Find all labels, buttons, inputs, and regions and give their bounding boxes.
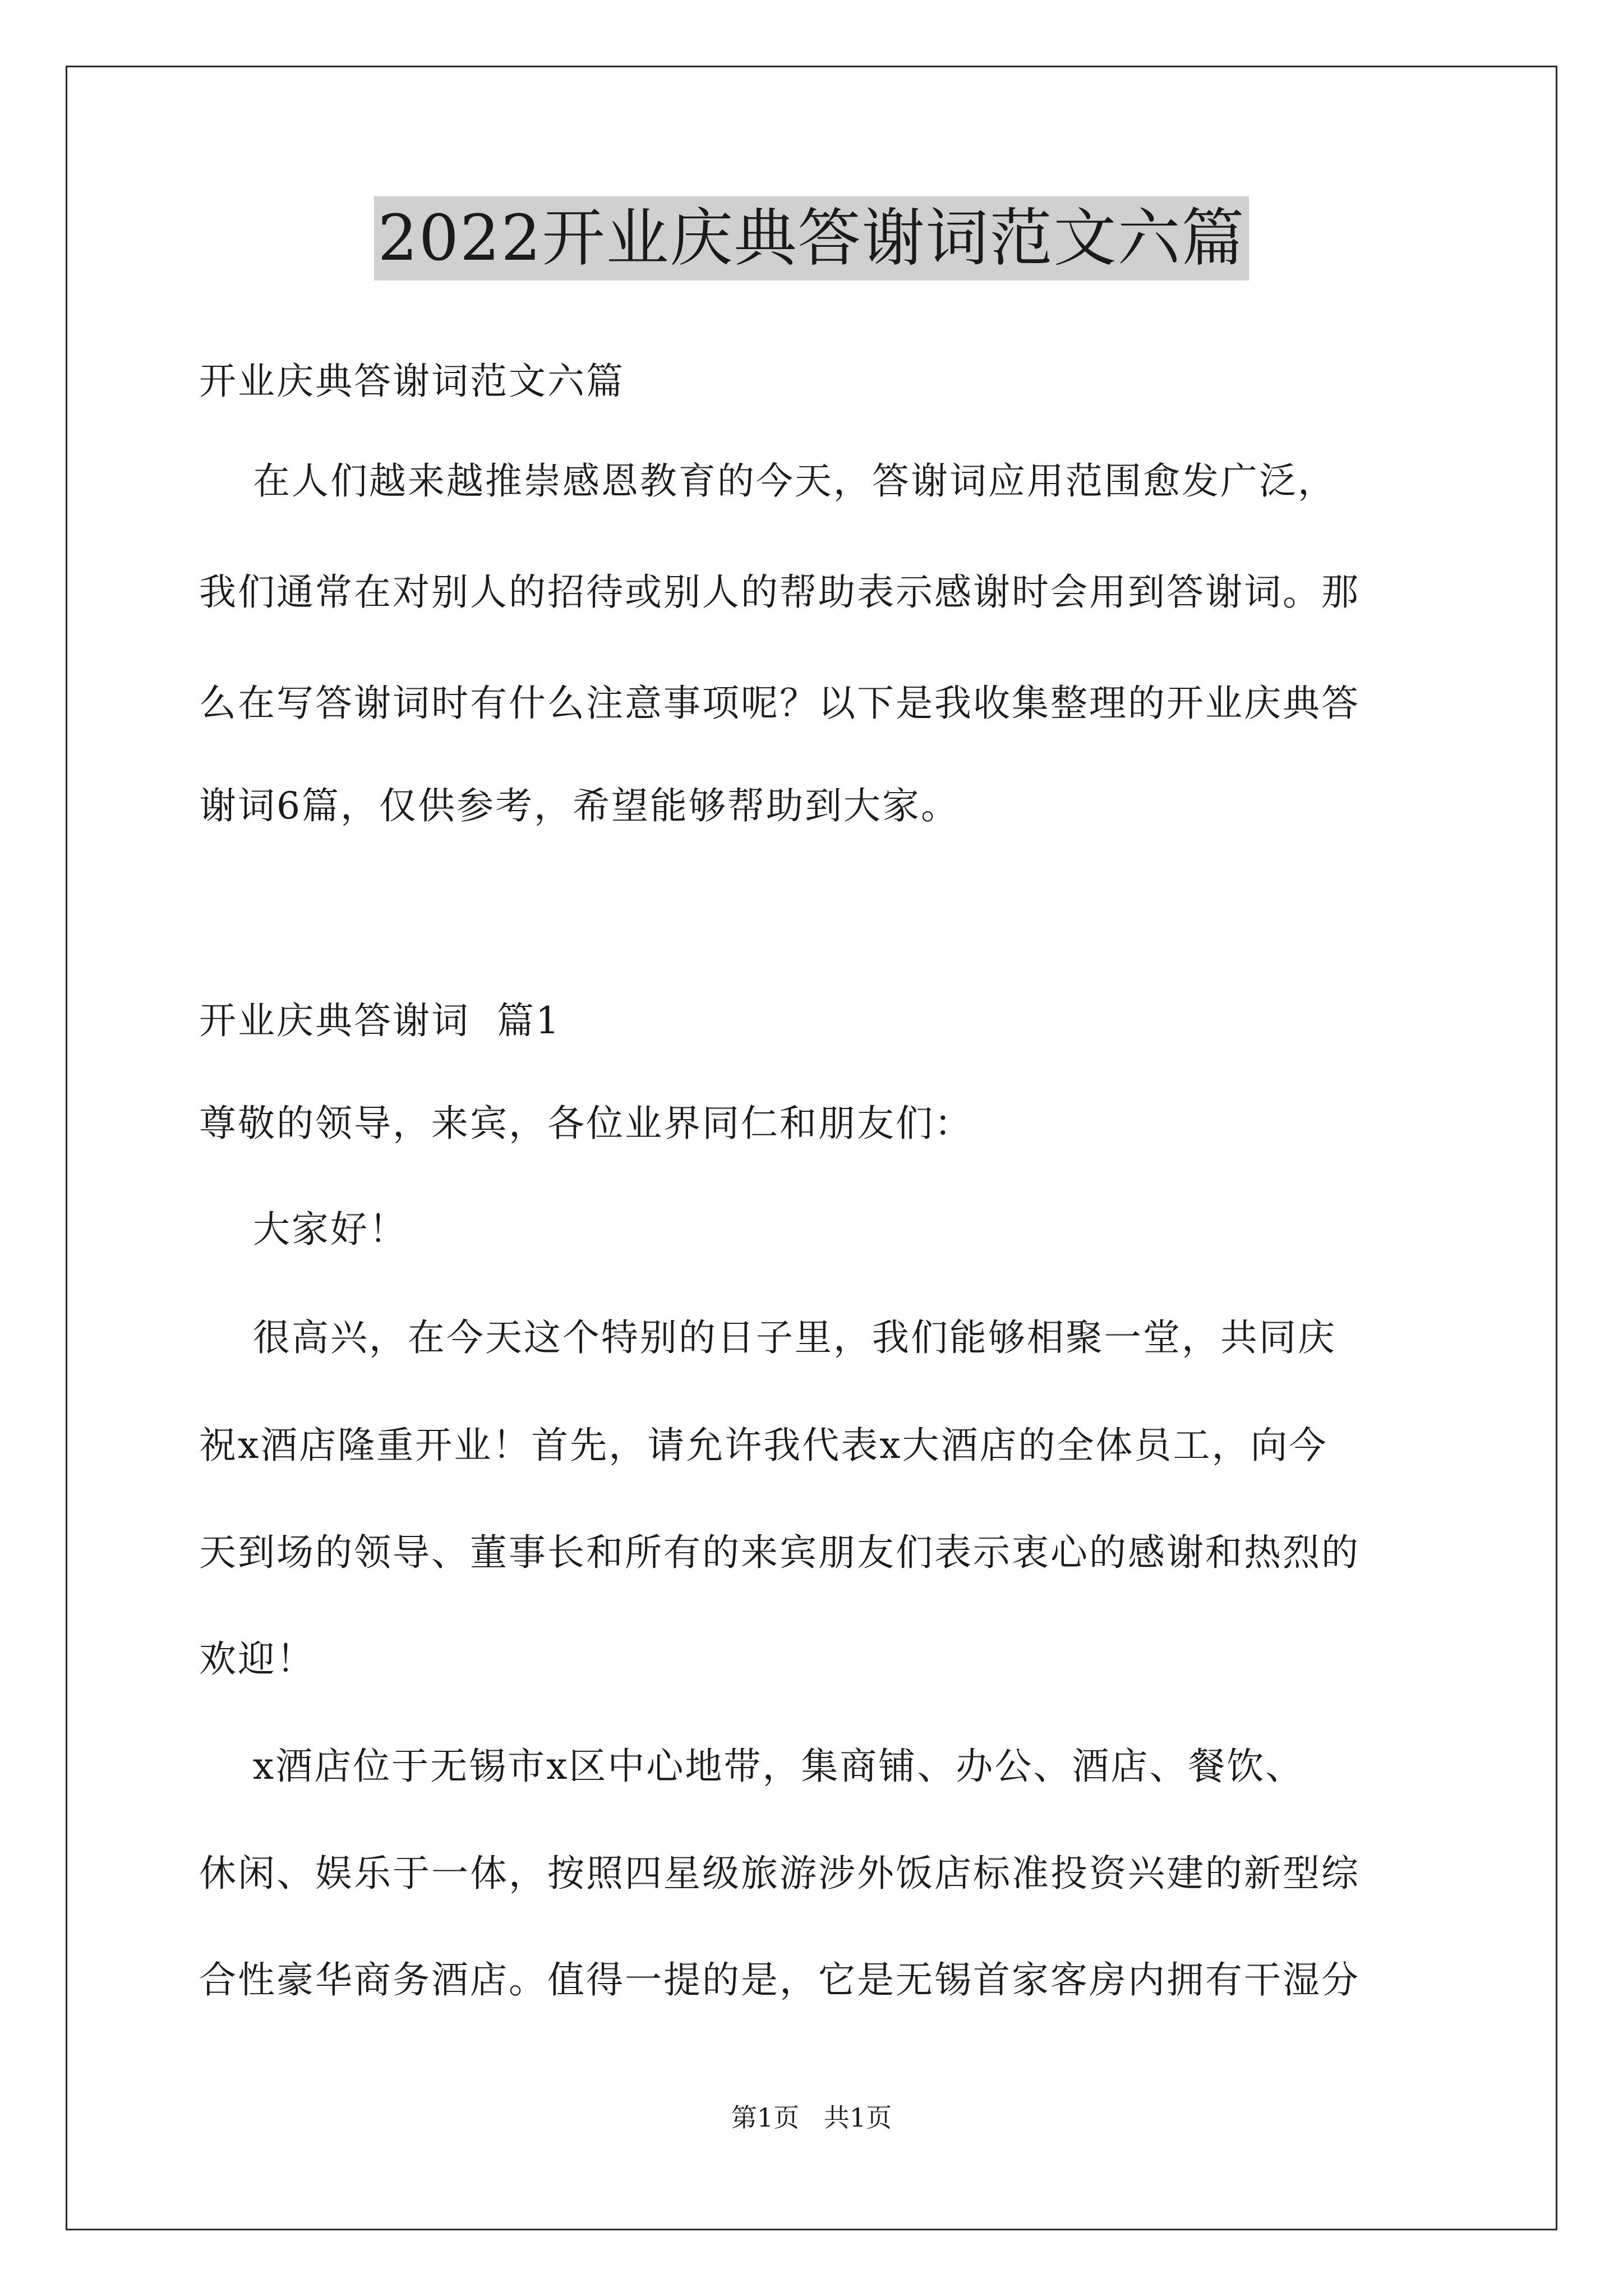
text-line: 我们通常在对别人的招待或别人的帮助表示感谢时会用到答谢词。那 <box>199 570 1360 614</box>
page-footer: 第1页 共1页 <box>731 2102 892 2133</box>
text-line: 很高兴，在今天这个特别的日子里，我们能够相聚一堂，共同庆 <box>199 1316 1336 1359</box>
text-line: 在人们越来越推崇感恩教育的今天，答谢词应用范围愈发广泛， <box>199 459 1336 503</box>
text-line: 谢词6篇，仅供参考，希望能够帮助到大家。 <box>199 784 960 827</box>
text-line: 大家好！ <box>199 1208 408 1251</box>
document-title: 2022开业庆典答谢词范文六篇 <box>374 196 1248 280</box>
text-line: 休闲、娱乐于一体，按照四星级旅游涉外饭店标准投资兴建的新型综 <box>199 1852 1360 1895</box>
text-line: 天到场的领导、董事长和所有的来宾朋友们表示衷心的感谢和热烈的 <box>199 1531 1360 1574</box>
text-line-salutation: 尊敬的领导，来宾，各位业界同仁和朋友们： <box>199 1102 973 1145</box>
text-line: 祝x酒店隆重开业！首先，请允许我代表x大酒店的全体员工，向今 <box>199 1424 1328 1467</box>
text-line: x酒店位于无锡市x区中心地带，集商铺、办公、酒店、餐饮、 <box>199 1745 1304 1788</box>
section-heading: 开业庆典答谢词 篇1 <box>199 999 561 1042</box>
text-line: 么在写答谢词时有什么注意事项呢？以下是我收集整理的开业庆典答 <box>199 682 1360 725</box>
title-wrapper <box>0 196 1623 280</box>
text-line-subtitle: 开业庆典答谢词范文六篇 <box>199 360 625 403</box>
text-line: 欢迎！ <box>199 1637 315 1681</box>
text-line: 合性豪华商务酒店。值得一提的是，它是无锡首家客房内拥有干湿分 <box>199 1958 1360 2001</box>
